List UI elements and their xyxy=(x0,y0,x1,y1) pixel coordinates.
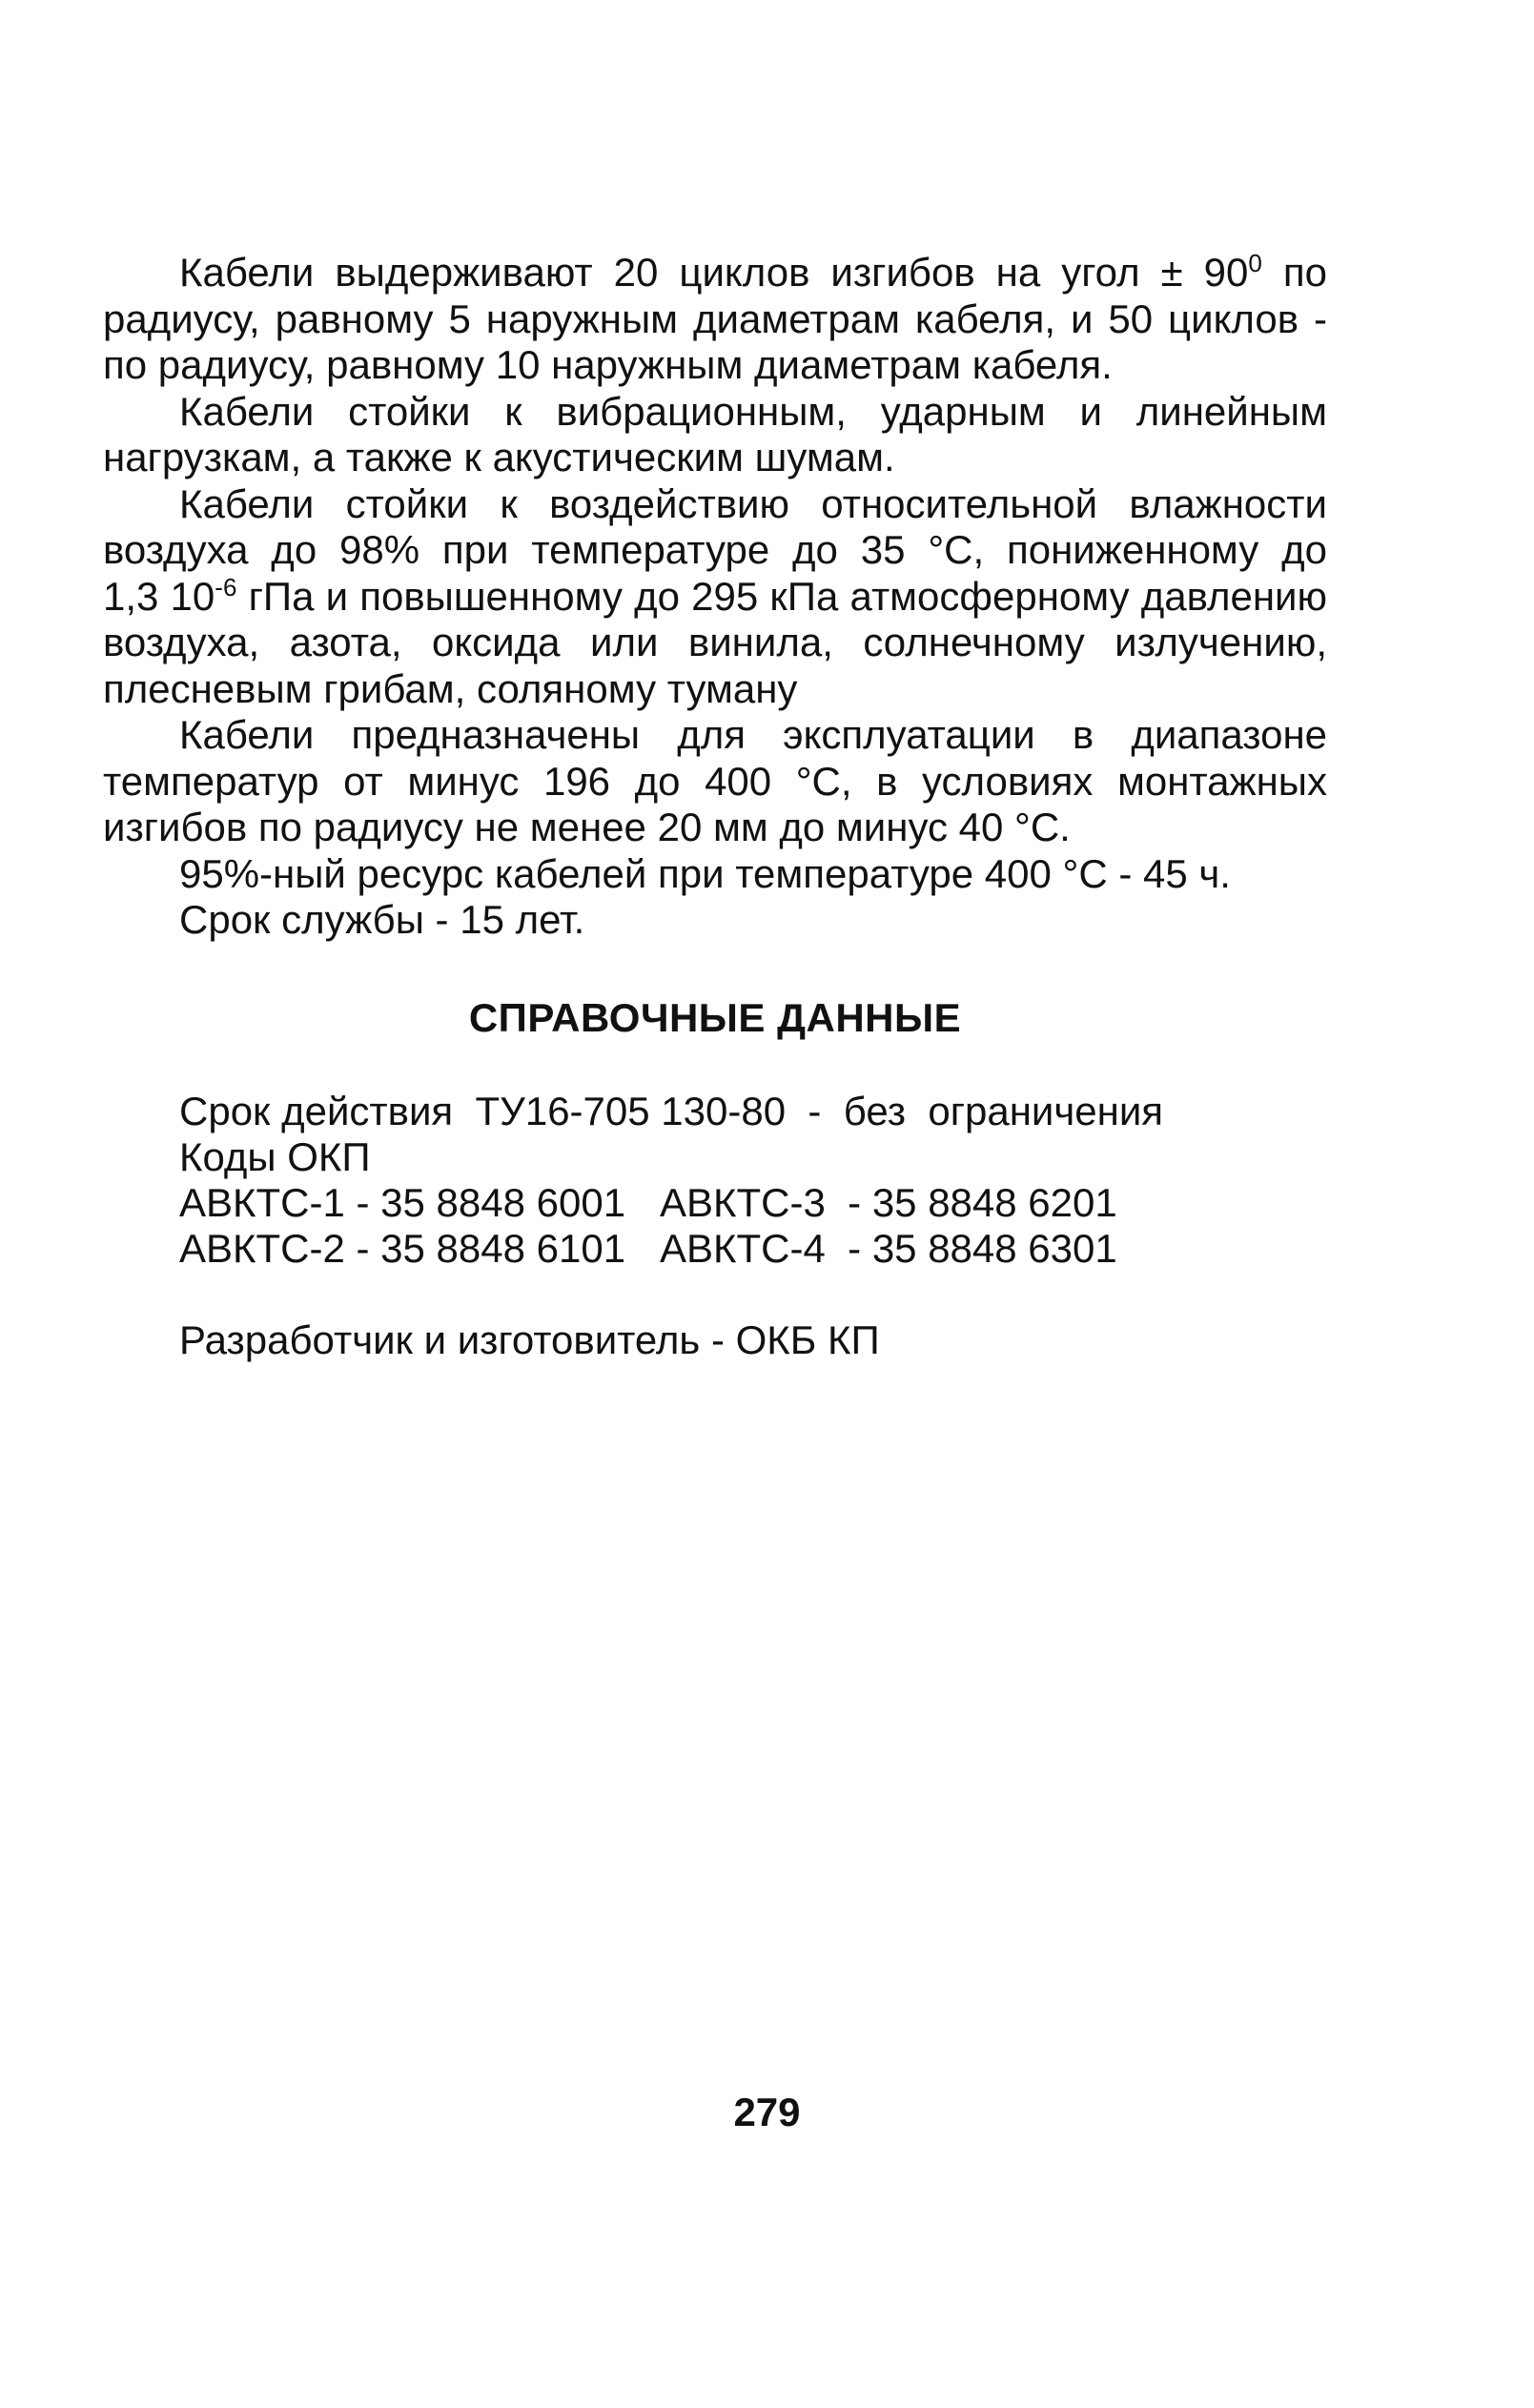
text-line: нагрузкам, а также к акустическим шумам. xyxy=(103,435,895,480)
text-line: Кабели выдерживают 20 циклов изгибов на угол ± $90^0$ по xyxy=(179,249,1327,295)
paragraph-bending-cycles xyxy=(103,250,1327,389)
page-number: 279 xyxy=(733,2090,801,2134)
text-line: 1,3 $10^{-6}$ гПа и повышенному до 295 кПа атмосферному давлению xyxy=(103,572,1327,619)
page-content xyxy=(103,249,1327,1362)
text-line: радиусу, равному 5 наружным диаметрам кабеля, и 50 циклов - xyxy=(103,296,1327,341)
code-entry: АВКТС-3 - 35 8848 6201 xyxy=(660,1180,1117,1225)
text-line: Срок службы - 15 лет. xyxy=(179,897,585,942)
section-heading: СПРАВОЧНЫЕ ДАННЫЕ xyxy=(468,995,962,1040)
text-line: Кабели предназначены для эксплуатации в диапазоне xyxy=(179,712,1327,757)
paragraph-resource xyxy=(103,851,1327,898)
paragraph-humidity-resistance xyxy=(103,481,1327,713)
code-entry: АВКТС-4 - 35 8848 6301 xyxy=(660,1226,1117,1271)
paragraph-operating-temperature xyxy=(103,712,1327,851)
code-entry: АВКТС-1 - 35 8848 6001 xyxy=(179,1180,626,1225)
paragraph-service-life xyxy=(103,897,1327,944)
code-entry: АВКТС-2 - 35 8848 6101 xyxy=(179,1226,626,1271)
text-line: температур от минус 196 до 400 °С, в условиях монтажных xyxy=(103,758,1327,804)
developer-line: Разработчик и изготовитель - ОКБ КП xyxy=(179,1317,880,1362)
paragraph-vibration-resistance xyxy=(103,389,1327,481)
reference-data-block xyxy=(179,1089,1163,1272)
text-line: воздуха до 98% при температуре до 35 °С, пониженному до xyxy=(103,527,1327,572)
superscript-exponent: -6 xyxy=(215,572,237,602)
text-line: по радиусу, равному 10 наружным диаметрам кабеля. xyxy=(103,342,1113,387)
codes-label: Коды ОКП xyxy=(179,1134,371,1179)
text-line: 95%-ный ресурс кабелей при температуре 400 °С - 45 ч. xyxy=(179,850,1231,896)
superscript-degree: 0 xyxy=(1248,249,1262,277)
code-row xyxy=(179,1180,1163,1226)
text-line: изгибов по радиусу не менее 20 мм до минус 40 °С. xyxy=(103,805,1071,849)
code-row xyxy=(179,1226,1163,1272)
text-line: воздуха, азота, оксида или винила, солнечному излучению, xyxy=(103,620,1327,664)
text-line: плесневым грибам, соляному туману xyxy=(103,665,798,711)
validity-line: Срок действия ТУ16-705 130-80 - без ограничения xyxy=(179,1089,1164,1133)
text-line: Кабели стойки к воздействию относительной влажности xyxy=(179,480,1327,526)
text-line: Кабели стойки к вибрационным, ударным и линейным xyxy=(179,388,1327,434)
